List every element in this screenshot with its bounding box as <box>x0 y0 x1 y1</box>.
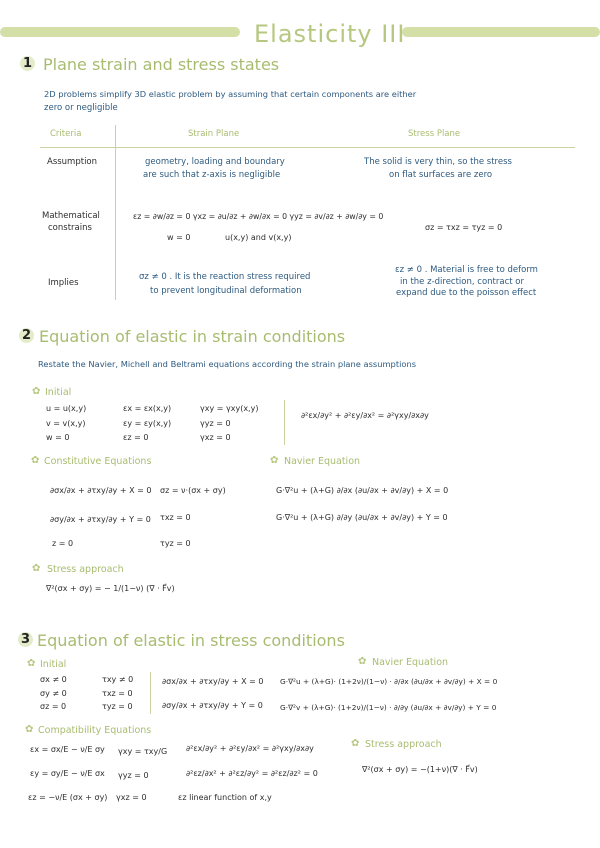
s3-initial-col2-0: τxy ≠ 0 <box>102 675 134 684</box>
s2-const-col2-0: σz = ν·(σx + σy) <box>160 486 226 495</box>
table-column-divider <box>115 125 116 300</box>
section2-stress-approach-label: Stress approach <box>47 564 124 575</box>
section1-title: Plane strain and stress states <box>43 55 280 74</box>
section1-number: 1 <box>20 56 35 71</box>
s2-initial-col3-1: γyz = 0 <box>200 419 231 428</box>
s3-compat-col1-2: εz = −ν/E (σx + σy) <box>28 793 108 802</box>
flower-icon: ✿ <box>351 738 360 749</box>
s3-initial-eq1: ∂σx/∂x + ∂τxy/∂y + X = 0 <box>162 677 264 686</box>
s2-stress-approach-eq: ∇²(σx + σy) = − 1/(1−ν) (∇ · F⃗v) <box>46 584 175 593</box>
flower-icon: ✿ <box>31 455 40 466</box>
s3-compat-eq2: ∂²εz/∂x² + ∂²εz/∂y² = ∂²εz/∂z² = 0 <box>186 769 318 778</box>
section1-intro-line2: zero or negligible <box>44 103 118 113</box>
flower-icon: ✿ <box>270 455 279 466</box>
row-math-label-1: Mathematical <box>42 211 100 221</box>
s3-initial-col2-1: τxz = 0 <box>102 689 133 698</box>
s3-initial-col1-2: σz = 0 <box>40 702 67 711</box>
s2-initial-col2-2: εz = 0 <box>123 433 149 442</box>
header-bar-left <box>0 27 240 37</box>
s3-initial-col1-1: σy ≠ 0 <box>40 689 67 698</box>
row-math-strain-eq: εz = ∂w/∂z = 0 γxz = ∂u/∂z + ∂w/∂x = 0 γyz = ∂v/∂z + ∂w/∂y = 0 <box>133 212 384 221</box>
row-assumption-stress-2: on flat surfaces are zero <box>389 170 493 180</box>
section3-navier-label: Navier Equation <box>372 657 449 668</box>
s2-const-col1-1: ∂σy/∂x + ∂τxy/∂y + Y = 0 <box>50 515 151 524</box>
section3-title: Equation of elastic in stress conditions <box>37 631 345 650</box>
section2-number: 2 <box>19 328 34 343</box>
header-bar-right <box>402 27 600 37</box>
s2-initial-col2-1: εy = εy(x,y) <box>123 419 172 428</box>
s3-navier-eq2: G·∇²v + (λ+G)· (1+2ν)/(1−ν) · ∂/∂y (∂u/∂x + ∂v/∂y) + Y = 0 <box>280 703 497 712</box>
row-assumption-stress-1: The solid is very thin, so the stress <box>364 157 512 167</box>
row-assumption-label: Assumption <box>47 157 98 167</box>
s3-compat-col2-0: γxy = τxy/G <box>118 747 168 756</box>
s2-const-col1-0: ∂σx/∂x + ∂τxy/∂y + X = 0 <box>50 486 152 495</box>
section2-navier-label: Navier Equation <box>284 456 361 467</box>
s2-initial-col3-2: γxz = 0 <box>200 433 231 442</box>
s3-compat-col1-1: εy = σy/E − ν/E σx <box>30 769 105 778</box>
s3-compat-col2-2: γxz = 0 <box>116 793 147 802</box>
row-implies-stress-3: expand due to the poisson effect <box>396 288 537 298</box>
section2-constitutive-label: Constitutive Equations <box>44 456 152 467</box>
section2-intro: Restate the Navier, Michell and Beltrami equations according the strain plane assumptions <box>38 359 417 369</box>
flower-icon: ✿ <box>358 656 367 667</box>
table-header-divider <box>40 147 575 148</box>
row-assumption-strain-1: geometry, loading and boundary <box>145 157 285 167</box>
s2-initial-divider <box>284 400 285 445</box>
s3-initial-col1-0: σx ≠ 0 <box>40 675 67 684</box>
section3-compat-label: Compatibility Equations <box>38 725 152 736</box>
s2-navier-eq2: G·∇²u + (λ+G) ∂/∂y (∂u/∂x + ∂v/∂y) + Y = 0 <box>276 513 448 522</box>
s2-const-col2-1: τxz = 0 <box>160 513 191 522</box>
table-header-strain: Strain Plane <box>188 129 240 139</box>
section3-stress-approach-label: Stress approach <box>365 739 442 750</box>
s3-compat-note: εz linear function of x,y <box>178 793 272 802</box>
s2-const-col1-2: z = 0 <box>52 539 74 548</box>
section1-intro-line1: 2D problems simplify 3D elastic problem by assuming that certain components are either <box>44 89 417 99</box>
flower-icon: ✿ <box>25 724 34 735</box>
flower-icon: ✿ <box>32 386 41 397</box>
row-math-label-2: constrains <box>48 223 92 233</box>
s3-initial-divider <box>150 672 151 714</box>
row-implies-stress-1: εz ≠ 0 . Material is free to deform <box>395 265 538 275</box>
row-implies-strain-1: σz ≠ 0 . It is the reaction stress required <box>139 272 311 282</box>
s3-stress-approach-eq: ∇²(σx + σy) = −(1+ν)(∇ · F⃗v) <box>362 765 478 774</box>
s2-const-col2-2: τyz = 0 <box>160 539 191 548</box>
section3-initial-label: Initial <box>40 659 67 670</box>
table-header-criteria: Criteria <box>50 129 82 139</box>
s2-initial-col3-0: γxy = γxy(x,y) <box>200 404 259 413</box>
s3-compat-col1-0: εx = σx/E − ν/E σy <box>30 745 105 754</box>
section3-number: 3 <box>18 632 33 647</box>
s2-initial-col1-1: v = v(x,y) <box>46 419 86 428</box>
s3-navier-eq1: G·∇²u + (λ+G)· (1+2ν)/(1−ν) · ∂/∂x (∂u/∂x + ∂v/∂y) + X = 0 <box>280 677 498 686</box>
s3-initial-col2-2: τyz = 0 <box>102 702 133 711</box>
section2-title: Equation of elastic in strain conditions <box>39 327 346 346</box>
flower-icon: ✿ <box>27 658 36 669</box>
row-math-strain-uv: u(x,y) and v(x,y) <box>225 233 292 242</box>
row-math-strain-w: w = 0 <box>167 233 191 242</box>
row-implies-label: Implies <box>48 278 79 288</box>
row-implies-stress-2: in the z-direction, contract or <box>400 277 524 287</box>
row-assumption-strain-2: are such that z-axis is negligible <box>143 170 281 180</box>
s2-compat-eq: ∂²εx/∂y² + ∂²εy/∂x² = ∂²γxy/∂x∂y <box>301 411 429 420</box>
s3-initial-eq2: ∂σy/∂x + ∂τxy/∂y + Y = 0 <box>162 701 263 710</box>
s2-initial-col1-0: u = u(x,y) <box>46 404 87 413</box>
page-title: Elasticity III <box>254 20 406 48</box>
row-math-stress-eq: σz = τxz = τyz = 0 <box>425 223 503 232</box>
section2-initial-label: Initial <box>45 387 72 398</box>
flower-icon: ✿ <box>32 563 41 574</box>
s3-compat-col2-1: γyz = 0 <box>118 771 149 780</box>
s2-initial-col2-0: εx = εx(x,y) <box>123 404 172 413</box>
s2-initial-col1-2: w = 0 <box>46 433 70 442</box>
row-implies-strain-2: to prevent longitudinal deformation <box>150 286 302 296</box>
table-header-stress: Stress Plane <box>408 129 461 139</box>
s2-navier-eq1: G·∇²u + (λ+G) ∂/∂x (∂u/∂x + ∂v/∂y) + X = 0 <box>276 486 449 495</box>
s3-compat-eq1: ∂²εx/∂y² + ∂²εy/∂x² = ∂²γxy/∂x∂y <box>186 744 314 753</box>
